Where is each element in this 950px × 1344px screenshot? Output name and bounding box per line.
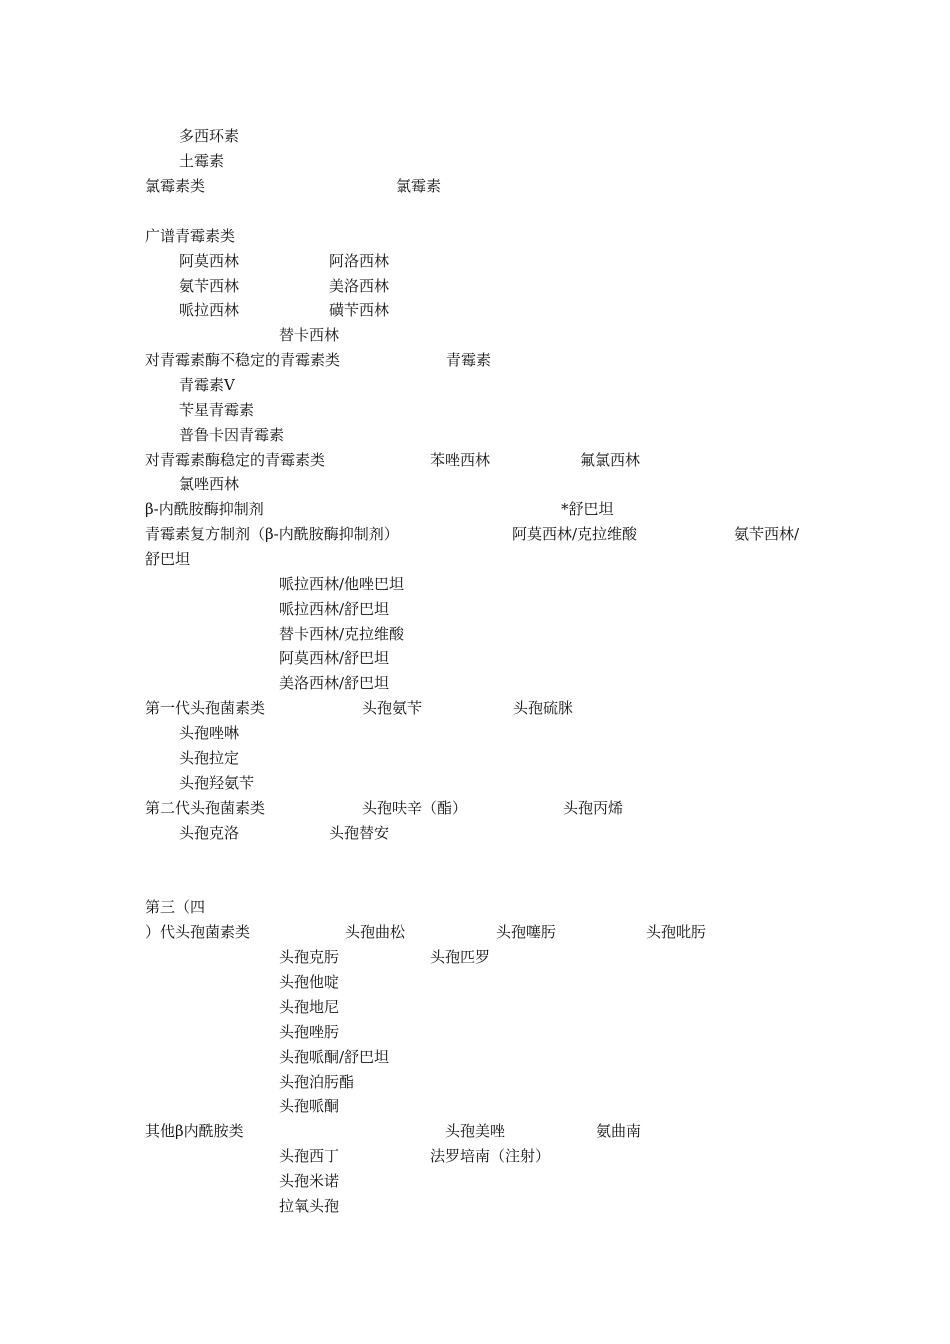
drug-name: 阿莫西林	[179, 252, 240, 270]
drug-name: 哌拉西林/他唑巴坦	[279, 575, 405, 593]
drug-name: 哌拉西林/舒巴坦	[279, 600, 390, 618]
drug-name: 头孢米诺	[279, 1172, 340, 1190]
drug-name: 头孢克洛	[179, 824, 240, 842]
drug-name: 氨曲南	[596, 1122, 642, 1140]
drug-name: 青霉素	[446, 351, 492, 369]
drug-class-label: 第三（四	[145, 898, 206, 916]
drug-name: 头孢曲松	[345, 923, 406, 941]
drug-name: 头孢替安	[329, 824, 390, 842]
drug-name: 替卡西林	[279, 326, 340, 344]
drug-name: 法罗培南（注射）	[430, 1147, 551, 1165]
drug-name: 头孢匹罗	[430, 948, 491, 966]
drug-name: 头孢西丁	[279, 1147, 340, 1165]
drug-name: 头孢吡肟	[646, 923, 707, 941]
drug-class-label: 其他β内酰胺类	[145, 1122, 244, 1140]
drug-name: 拉氧头孢	[279, 1197, 340, 1215]
drug-name: 阿莫西林/舒巴坦	[279, 649, 390, 667]
drug-name: 头孢美唑	[445, 1122, 506, 1140]
drug-name: 头孢唑啉	[179, 724, 240, 742]
drug-name: 头孢呋辛（酯）	[362, 799, 468, 817]
drug-name: 氯唑西林	[179, 475, 240, 493]
drug-name: 普鲁卡因青霉素	[179, 426, 285, 444]
drug-class-label: 氯霉素类	[145, 177, 206, 195]
drug-name: *舒巴坦	[561, 500, 614, 518]
drug-name: 头孢他啶	[279, 973, 340, 991]
drug-name: 哌拉西林	[179, 301, 240, 319]
drug-name: 氨苄西林/	[734, 525, 800, 543]
drug-name: 头孢克肟	[279, 948, 340, 966]
drug-name: 磺苄西林	[329, 301, 390, 319]
drug-name: 苯唑西林	[430, 451, 491, 469]
drug-name: 阿莫西林/克拉维酸	[512, 525, 638, 543]
drug-name: 土霉素	[179, 152, 225, 170]
drug-name: 氯霉素	[396, 177, 442, 195]
drug-name: 氨苄西林	[179, 277, 240, 295]
drug-class-label: 对青霉素酶稳定的青霉素类	[145, 451, 326, 469]
drug-name: 头孢哌酮/舒巴坦	[279, 1048, 390, 1066]
drug-name: 头孢唑肟	[279, 1023, 340, 1041]
drug-class-label: 广谱青霉素类	[145, 227, 236, 245]
drug-class-label: 第一代头孢菌素类	[145, 699, 266, 717]
drug-name: 头孢丙烯	[563, 799, 624, 817]
drug-name: 美洛西林	[329, 277, 390, 295]
drug-name: 头孢氨苄	[362, 699, 423, 717]
drug-name: 头孢硫脒	[513, 699, 574, 717]
drug-name: 头孢地尼	[279, 998, 340, 1016]
drug-name: 头孢噻肟	[496, 923, 557, 941]
drug-name: 头孢羟氨苄	[179, 774, 255, 792]
drug-name: 美洛西林/舒巴坦	[279, 674, 390, 692]
drug-class-label: ）代头孢菌素类	[145, 923, 251, 941]
drug-class-label: 第二代头孢菌素类	[145, 799, 266, 817]
drug-name: 舒巴坦	[145, 550, 191, 568]
drug-name: 氟氯西林	[580, 451, 641, 469]
drug-name: 苄星青霉素	[179, 401, 255, 419]
drug-name: 阿洛西林	[329, 252, 390, 270]
drug-name: 替卡西林/克拉维酸	[279, 625, 405, 643]
drug-name: 多西环素	[179, 127, 240, 145]
drug-name: 头孢泊肟酯	[279, 1073, 355, 1091]
drug-class-label: β-内酰胺酶抑制剂	[145, 500, 264, 518]
drug-name: 头孢哌酮	[279, 1097, 340, 1115]
drug-class-label: 青霉素复方制剂（β-内酰胺酶抑制剂）	[145, 525, 399, 543]
drug-name: 青霉素Ⅴ	[179, 376, 235, 394]
drug-name: 头孢拉定	[179, 749, 240, 767]
drug-class-label: 对青霉素酶不稳定的青霉素类	[145, 351, 341, 369]
